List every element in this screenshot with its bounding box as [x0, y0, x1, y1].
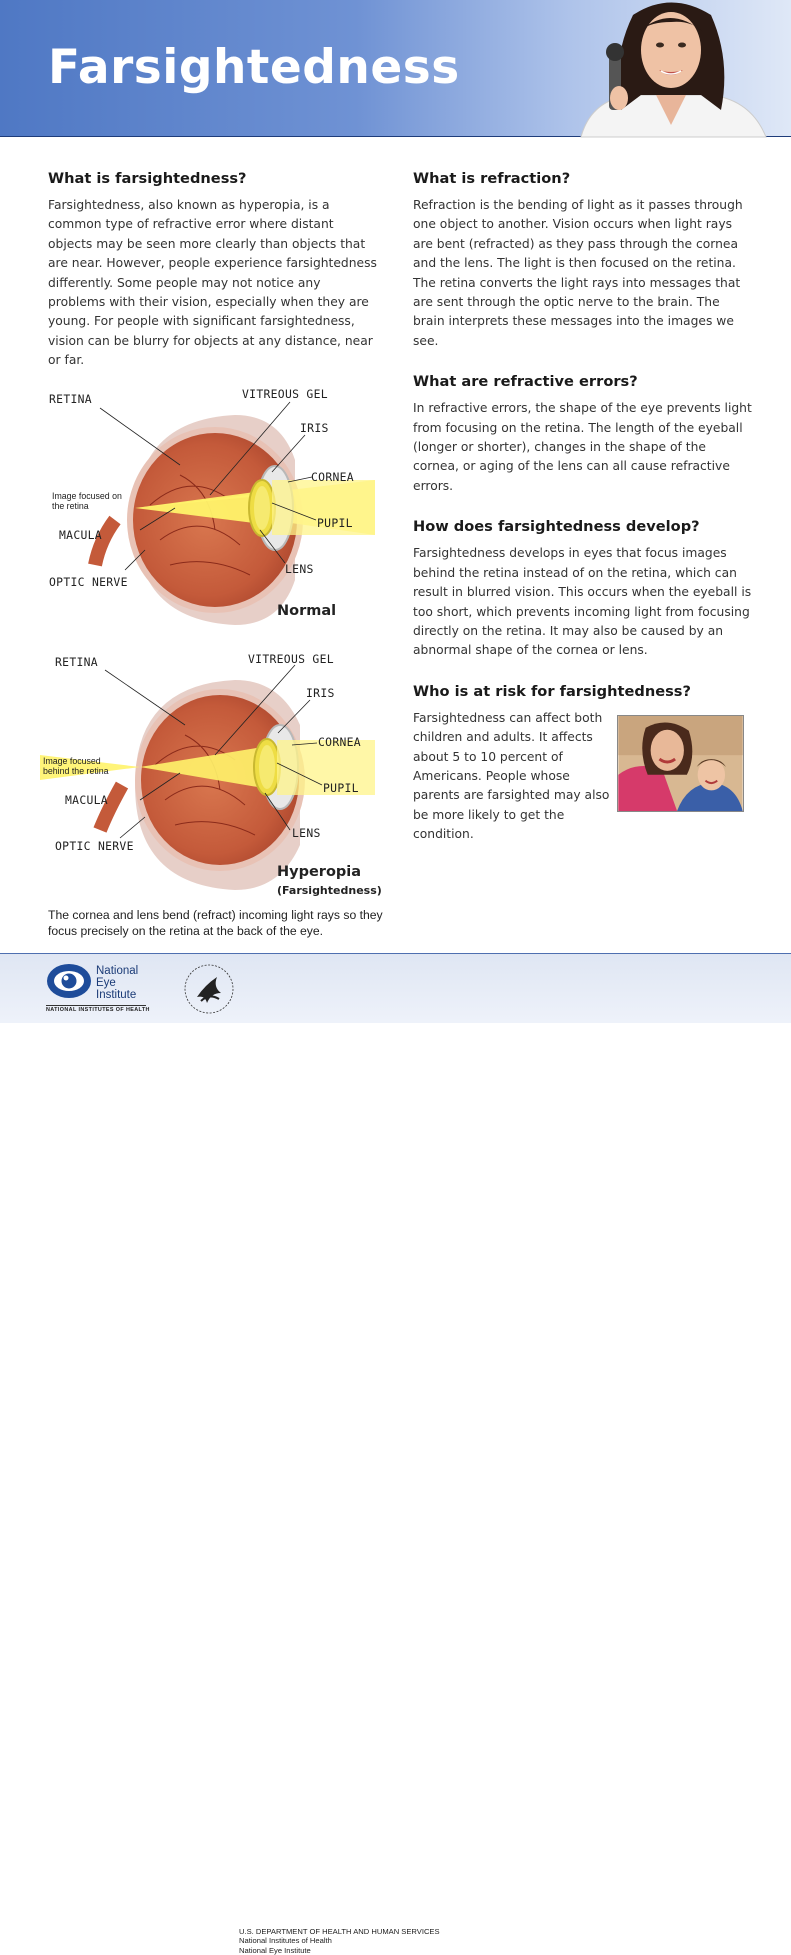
section-what-is-farsightedness	[48, 170, 378, 371]
hyperopia-eye-diagram	[40, 645, 390, 915]
label-image-focused: Image focused on the retina	[52, 491, 122, 511]
label-pupil: PUPIL	[323, 781, 359, 795]
label-macula: MACULA	[65, 793, 108, 807]
section-heading: What is refraction?	[413, 170, 571, 187]
label-vitreous-gel: VITREOUS GEL	[248, 652, 334, 666]
label-vitreous-gel: VITREOUS GEL	[242, 387, 328, 401]
normal-eye-illustration	[40, 380, 390, 650]
diagram-subtitle: (Farsightedness)	[277, 884, 382, 897]
label-macula: MACULA	[59, 528, 102, 542]
label-optic-nerve: OPTIC NERVE	[49, 575, 128, 589]
label-pupil: PUPIL	[317, 516, 353, 530]
page-title: Farsightedness	[48, 40, 460, 95]
diagram-title: Normal	[277, 603, 337, 619]
normal-eye-diagram	[40, 380, 390, 650]
section-body: Farsightedness develops in eyes that focus images behind the retina instead of on the retina, which can result in blurred vision. This occurs when the eyeball is too short, which prevents incoming light from focusing directly on the retina. It may also be caused by an abnormal shape of the cornea or lens.	[413, 546, 752, 658]
label-retina: RETINA	[55, 655, 98, 669]
section-body: Farsightedness can affect both children and adults. It affects about 5 to 10 percent of Americans. People whose parents are farsighted may also be more likely to get the condition.	[413, 710, 610, 842]
section-heading: What are refractive errors?	[413, 373, 638, 391]
label-cornea: CORNEA	[311, 470, 354, 484]
nih-label: NATIONAL INSTITUTES OF HEALTH	[46, 1007, 150, 1013]
label-optic-nerve: OPTIC NERVE	[55, 839, 134, 853]
section-what-is-refraction	[413, 170, 753, 351]
hhs-line: U.S. DEPARTMENT OF HEALTH AND HUMAN SERVICES	[239, 1927, 440, 1936]
section-body: In refractive errors, the shape of the eye prevents light from focusing on the retina. The length of the eyeball (longer or shorter), changes in the shape of the cornea, or aging of the lens can all cause refractive errors.	[413, 401, 752, 493]
nih-divider	[46, 1005, 146, 1006]
section-body: Farsightedness, also known as hyperopia, is a common type of refractive error where distant objects may be seen more clearly than objects that are near. However, people experience farsightedness differently. Some people may not notice any problems with their vision, especially when they are young. For people with significant farsightedness, vision can be blurry for objects at any distance, near or far.	[48, 198, 377, 368]
section-refractive-errors	[413, 373, 753, 496]
hhs-wordmark	[239, 1927, 440, 1955]
diagram-caption: The cornea and lens bend (refract) incoming light rays so they focus precisely on the retina at the back of the eye.	[48, 908, 383, 938]
label-lens: LENS	[285, 562, 314, 576]
nei-line: National	[96, 965, 139, 977]
page-header	[0, 0, 791, 137]
diagram-title: Hyperopia	[277, 864, 362, 880]
nei-line: Eye	[96, 977, 116, 989]
nei-line: Institute	[96, 989, 137, 1001]
hhs-seal-logo	[183, 963, 235, 1015]
section-heading: Who is at risk for farsightedness?	[413, 682, 691, 700]
label-lens: LENS	[292, 826, 321, 840]
family-photo	[617, 715, 744, 812]
section-how-develop	[413, 518, 753, 660]
label-image-focused: Image focused behind the retina	[43, 756, 109, 776]
hhs-line: National Eye Institute	[239, 1945, 311, 1955]
hhs-line: National Institutes of Health	[239, 1936, 332, 1946]
section-heading: How does farsightedness develop?	[413, 518, 700, 536]
nei-wordmark	[96, 965, 138, 1001]
left-column	[48, 170, 378, 393]
label-retina: RETINA	[49, 392, 92, 406]
doctor-photo	[571, 0, 771, 137]
nei-eye-logo	[46, 962, 92, 1000]
section-heading: What is farsightedness?	[48, 170, 247, 187]
label-iris: IRIS	[306, 686, 335, 700]
label-iris: IRIS	[300, 421, 329, 435]
label-cornea: CORNEA	[318, 735, 361, 749]
section-body: Refraction is the bending of light as it passes through one object to another. Vision occurs when light rays are bent (refracted) as they pass through the cornea and the lens. The light is then focused on the retina. The retina converts the light rays into messages that are sent through the optic nerve to the brain. The brain interprets these messages into the images we see.	[413, 198, 743, 348]
